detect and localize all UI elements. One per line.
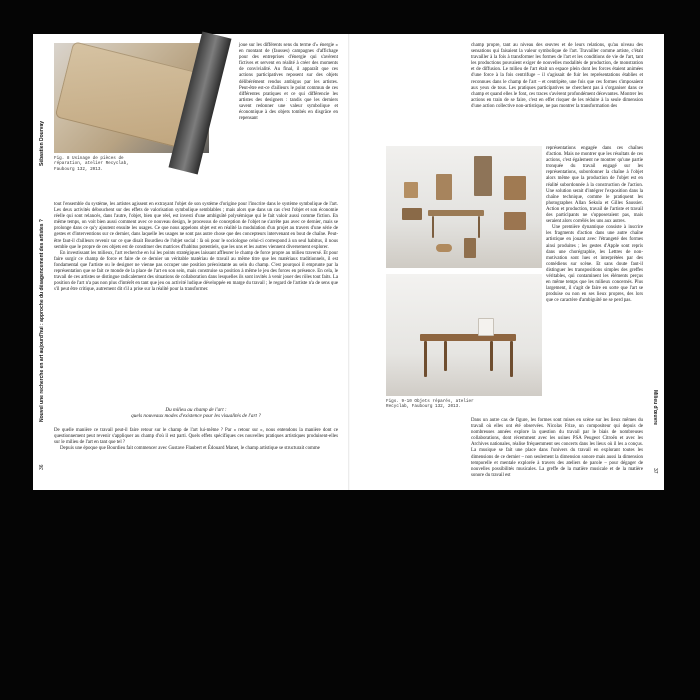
text-column-right-middle: [546, 146, 643, 304]
paragraph: champ propre, tant au niveau des œuvres et de leurs relations, qu'au niveau des sensations qui faisaient la valeur symbolique de l'art. Travailler comme artiste, c'était travailler à la fois à transformer les formes de l'art et les conditions de vie de l'art, tant les productions pouvaient exiger de nouvelles modalités de production, de monstration et de diffusion. Le milieu de l'art était un espace plein dont les forces étaient animées d'une force à la fois centrifuge – il s'agissait de fuir les représentations établies et reconnues dans le champ de l'art – et centripète, une fois que ces formes s'imposaient aux yeux de tous. Les pratiques participatives ne cherchent pas à s'organiser dans ce champ et quand elles le font, ces traces s'avèrent profondément décevantes. Montrer les actions en train de se faire, c'est en effet risquer de les réduire à la seule dimension d'une action collective non-artistique, ne pas montrer la transformation des: [471, 43, 643, 109]
caption-fig-8: Fig. 8 Usinage de pièces de réparation, atelier Recyclab, Faubourg 132, 2013.: [54, 156, 129, 172]
paragraph: Dans un autre cas de figure, les formes sont mises en scène sur les lieux mêmes du travail où elles ont été observées. Nicolas Frize, un compositeur qui depuis de nombreuses années explore la question du travail par le biais de nombreuses collaborations, dont récemment avec les usines PSA Peugeot Citroën et avec les Archives nationales, réalise fréquemment ses concerts dans les lieux où il les a conçus. La musique se fait une place dans l'univers du travail en explorant toutes les dimensions de ce dernier – non seulement la dimension sonore mais aussi la dimension temporelle et mentale explorée à travers des ateliers de parole – pour dégager de nouvelles possibilités musicales. La greffe de la matière musicale et de la matière sonore du travail est: [471, 418, 643, 478]
paragraph: Une première dynamique consiste à inscrire les fragments d'action dans une autre chaîne artistique en jouant avec l'étrangeté des formes ainsi produites ; les gestes d'Apple sont repris dans une chorégraphie, les Lettres de non-motivation sont lues et interprétées par des comédiens sur scène. Et sans doute faut-il distinguer les transpositions simples des greffes véritables, qui contaminent les éléments perçus en même temps que les milieux concernés. Plus largement, il s'agit de faire en sorte que l'art se produise ou non en ses lieux propres, des lors que ce caractère d'ambiguïté ne se perd pas.: [546, 225, 643, 304]
section-heading: Du milieu au champ de l'art : quels nouveaux modes d'existence pour les visualités de l'art ?: [131, 407, 261, 420]
paragraph: représentations engagée dans ces chaînes d'action. Mais ne montrer que les résultats de ces actions, c'est également ne montrer qu'une partie tronquée du travail engagé sur les représentations, subordonner la chaîne à l'objet alors même que la production de l'objet est en réalité subordonnée à la construction de l'action. Une solution serait d'intégrer l'exposition dans la chaîne technique, comme le pratiquent les photographes Allan Sekula et Gilles Saussier. Action et production, travail de l'artiste et travail des participants ne s'opposeraient pas, mais seraient alors corrélés les uns aux autres.: [546, 146, 643, 225]
page-number-right: 37: [652, 468, 658, 474]
text-column-main: [54, 202, 338, 398]
caption-figs-9-10: Figs. 9-10 Objets réparés, atelier Recyclab, Faubourg 132, 2013.: [386, 399, 474, 410]
running-head-author: Sébastien Dourvay: [39, 120, 45, 166]
photo-repaired-furniture-group: [386, 146, 542, 268]
left-page: [33, 34, 348, 490]
photo-repaired-table: [386, 274, 542, 396]
paragraph: En investissant les milieux, l'art recherche en lui les points stratégiques laissant affleurer le champ de force propre au milieu traversé. Et pour faire surgir ce champ de force et faire de ce dernier un véritable matériau de travail au même titre que les matériaux traditionnels, il est fondamental que l'artiste ou le designer ne vienne pas occuper une position préexistante au sein du champ. C'est pourquoi il emprunte par la représentation que se fait ce monde de la place de l'art en son sein, mais construise sa position à même le jeu des forces en présence. En cela, le travail de ces artistes se distingue radicalement des situations de collaboration dans lesquelles ils sont invités à venir jouer des rôles tout faits. La position de l'art n'a pas non plus d'intérêt en tant que jeu ou activité ludique développée en marge du travail ; le regard de l'artiste n'a de sens que s'il peut être critique, autrement dit s'il a prise sur la réalité pour la transformer.: [54, 250, 338, 293]
page-number-left: 36: [39, 464, 45, 470]
text-column-bottom: [54, 428, 338, 488]
book-spread: [33, 34, 664, 490]
running-head-title: Nouvel une recherche en art aujourd'hui : approche du désagencement des artistes ?: [39, 219, 45, 422]
photo-machining-boards: [54, 43, 209, 153]
right-page: [350, 34, 664, 490]
paragraph: De quelle manière ce travail peut-il faire retour sur le champ de l'art lui-même ? Par « retour sur », nous entendons la manière dont ce questionnement peut revenir s'appliquer au champ d'où il est parti. Quels effets spécifiques ces nouvelles pratiques artistiques produisent-elles sur le milieu de l'art en tant que tel ?: [54, 428, 338, 446]
paragraph: tout l'ensemble du système, les artistes agissent en extrayant l'objet de son système d'origine pour l'inscrire dans le système symbolique de l'art. Les deux activités débouchent sur des effets de valorisation symbolique semblables ; mais alors que dans un cas c'est l'objet et son économie réelle qui sont relancés, dans l'autre, l'objet, bien que réel, est investi d'une ambiguïté polysémique qui le fait valoir aussi comme fiction. En même temps, on voit bien aussi comment avec ce nouveau design, le processus de conception de l'objet ne s'arrête pas avec ce dernier, mais se prolonge dans ce qu'y ajoutent ensuite les usages. Ce que nous appelons objet est en réalité la modulation d'un projet au travers d'une série de gestes et d'interventions sur ce dernier, dans laquelle les usages ne sont pas autre chose que des concepteurs intervenant en bout de chaîne. Peut-être faut-il d'ailleurs revenir sur ce que disait Bourdieu de l'objet social : là où pour le sociologue celui-ci correspond à un seul habitus, il nous semble que le propre de ces objets est de constituer des matrices d'habitus potentiels, que les uns et les autres viennent diversement explorer.: [54, 202, 338, 250]
running-head-right: Milieu d'œuvre: [652, 390, 658, 426]
paragraph: joue sur les différents sens du terme d'« énergie » en montant de (fausses) campagnes d'affichage pour des entreprises d'énergie qui s'avèrent fictives et servent en réalité à créer des moments de convivialité. Au final, il apparaît que ces actions participatives reposent sur des objets délibérément rendus ambigus par les artistes. Peut-être est-ce d'ailleurs le point commun de ces différentes pratiques et ce qui différencie les artistes des designers : tandis que les derniers savent redonner une valeur symbolique et économique à des objets tombés en disgrâce en repensant: [239, 43, 338, 122]
text-column-bottom: [471, 418, 643, 490]
paragraph: Depuis une époque que Bourdieu fait commencer avec Gustave Flaubert et Édouard Manet, le champ artistique se structurait comme: [60, 446, 320, 452]
text-column-top: [471, 43, 643, 149]
text-column-right-top: [239, 43, 338, 205]
